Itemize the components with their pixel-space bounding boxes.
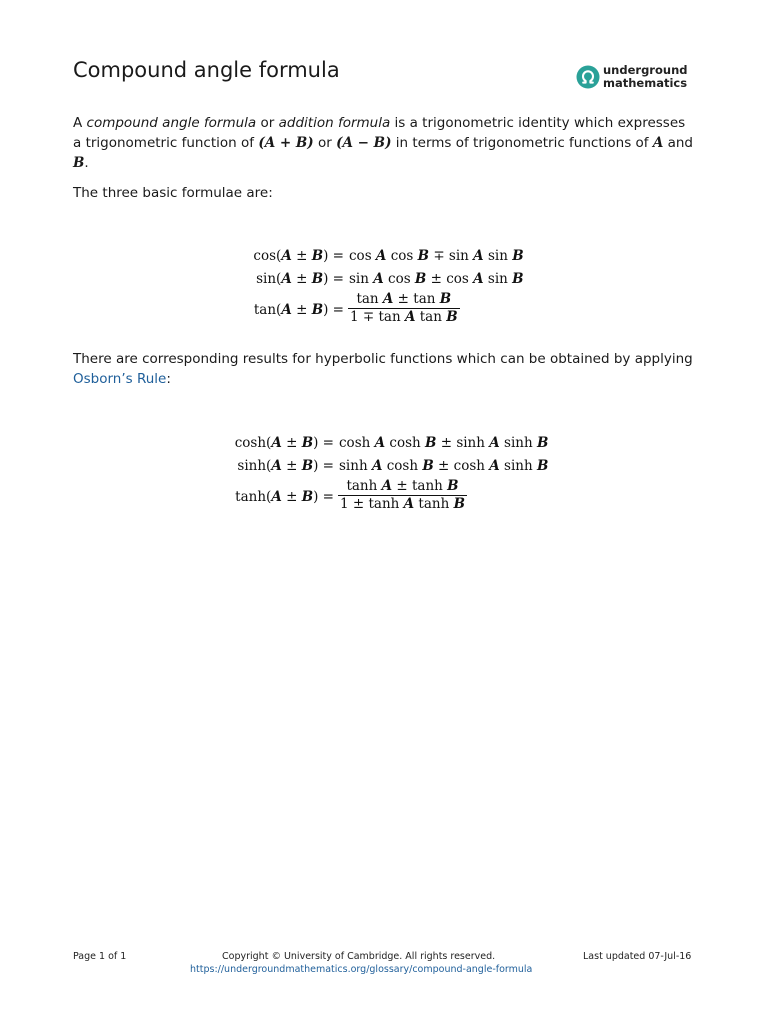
term-compound-angle-formula: compound angle formula (86, 115, 257, 131)
logo-line-1: underground (603, 63, 688, 77)
logo-line-2: mathematics (603, 75, 688, 90)
tan-formula-lhs: tan(A ± B) = (253, 302, 344, 318)
last-updated: Last updated 07-Jul-16 (583, 951, 692, 962)
tan-numerator: tan A ± tan B (348, 292, 460, 309)
cos-formula-lhs: cos(A ± B) = (253, 248, 344, 264)
intro-text: . (84, 155, 89, 171)
intro-paragraph (73, 113, 695, 173)
hyperbolic-formula-block (0, 435, 768, 525)
cosh-formula-lhs: cosh(A ± B) = (234, 435, 334, 451)
cosh-formula-rhs: cosh A cosh B ± sinh A sinh B (339, 435, 549, 451)
intro-text: or (313, 135, 337, 151)
tanh-fraction (338, 479, 467, 512)
tanh-numerator: tanh A ± tanh B (338, 479, 467, 496)
tan-fraction (348, 292, 460, 325)
hyperbolic-intro-paragraph (73, 349, 695, 389)
math-a-plus-b: (A + B) (258, 135, 314, 151)
sinh-formula-rhs: sinh A cosh B ± cosh A sinh B (339, 458, 549, 474)
intro-text: or (256, 115, 279, 131)
intro-text: is a trigonometric identity which expresses a trigonometric function of (73, 115, 686, 151)
omega-icon (575, 64, 601, 90)
hyperbolic-intro-colon: : (166, 371, 171, 387)
page-number: Page 1 of 1 (73, 951, 127, 962)
math-b: B (73, 155, 85, 171)
basic-formulae-intro: The three basic formulae are: (73, 185, 273, 201)
hyperbolic-intro-text: There are corresponding results for hyperbolic functions which can be obtained by applying (73, 351, 693, 367)
tan-denominator: 1 ∓ tan A tan B (350, 309, 458, 325)
copyright-notice: Copyright © University of Cambridge. All rights reserved. (222, 951, 496, 962)
math-a: A (652, 135, 664, 151)
tan-formula-rhs (348, 292, 460, 325)
math-a-minus-b: (A − B) (336, 135, 392, 151)
tanh-denominator: 1 ± tanh A tanh B (340, 496, 465, 512)
sin-formula-rhs: sin A cos B ± cos A sin B (349, 271, 524, 287)
underground-mathematics-logo[interactable] (575, 64, 695, 90)
tanh-formula-lhs: tanh(A ± B) = (235, 489, 334, 505)
source-url-link[interactable]: https://undergroundmathematics.org/glossary/compound-angle-formula (190, 964, 533, 975)
intro-text: in terms of trigonometric functions of (391, 135, 653, 151)
intro-text: and (663, 135, 694, 151)
page-title: Compound angle formula (73, 58, 340, 82)
term-addition-formula: addition formula (278, 115, 391, 131)
logo-wordmark (603, 64, 688, 89)
cos-formula-rhs: cos A cos B ∓ sin A sin B (349, 248, 524, 264)
osborns-rule-link[interactable]: Osborn’s Rule (73, 371, 167, 387)
tanh-formula-rhs (338, 479, 467, 512)
sinh-formula-lhs: sinh(A ± B) = (237, 458, 334, 474)
intro-text: A (73, 115, 87, 131)
sin-formula-lhs: sin(A ± B) = (256, 271, 344, 287)
trig-formula-block (0, 248, 768, 338)
